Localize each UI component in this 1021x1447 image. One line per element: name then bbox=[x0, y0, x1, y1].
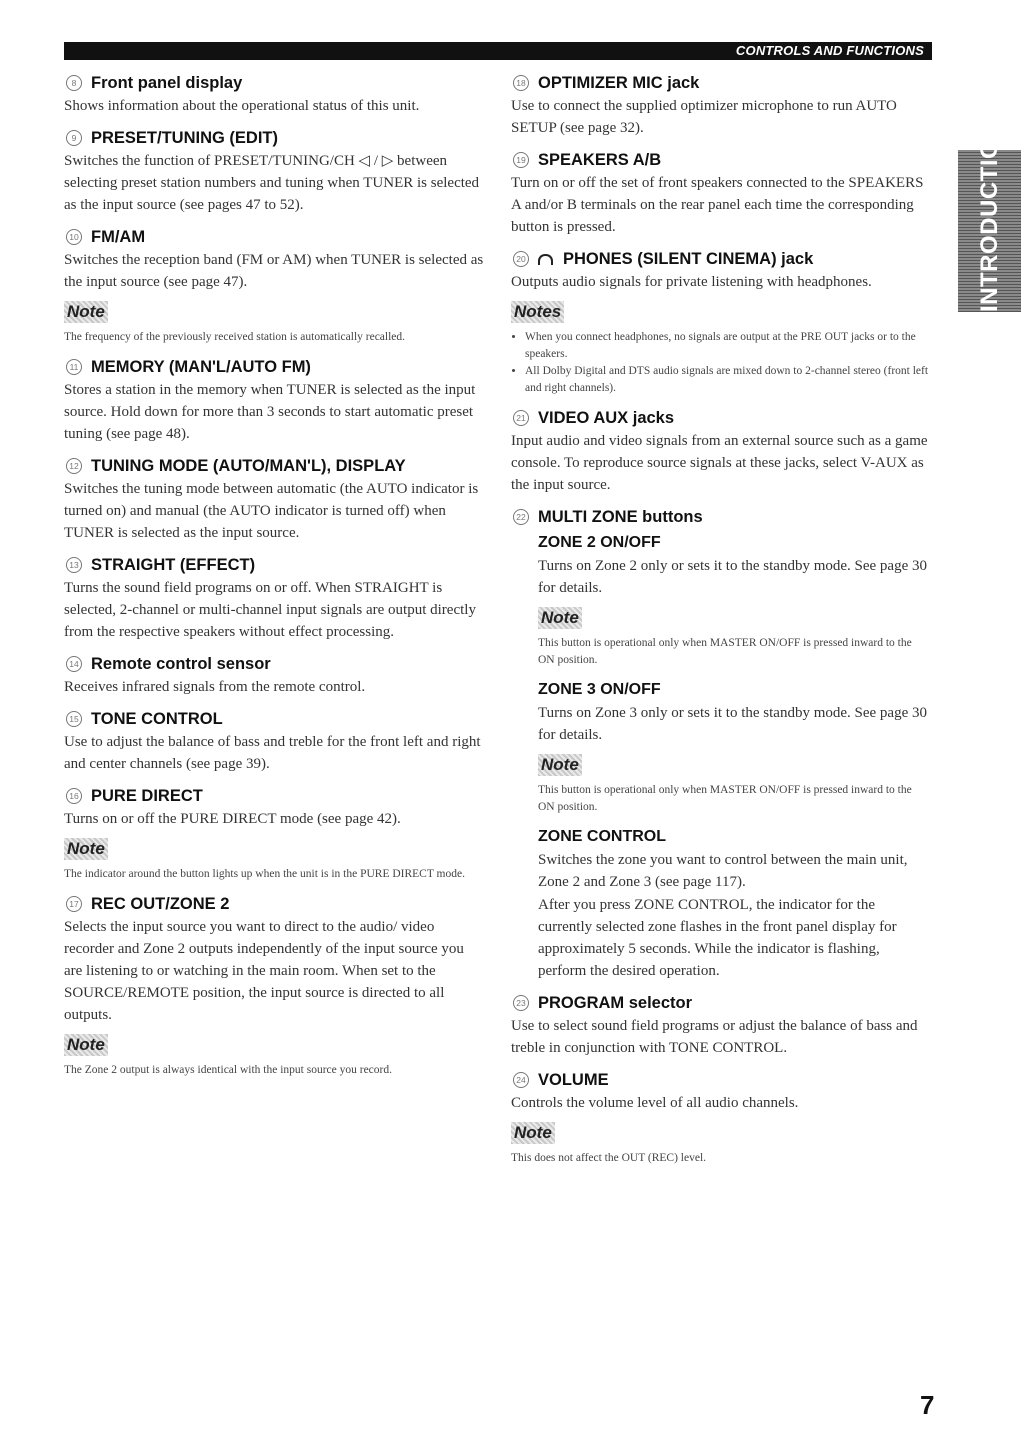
section-title: CONTROLS AND FUNCTIONS bbox=[735, 43, 924, 58]
note-badge: Note bbox=[511, 1122, 555, 1144]
item-number-badge: 23 bbox=[513, 995, 529, 1011]
section-heading: PRESET/TUNING (EDIT) bbox=[91, 129, 279, 147]
subsection-body: Switches the zone you want to control between the main unit, Zone 2 and Zone 3 (see page 117). bbox=[538, 852, 908, 890]
section-heading: FM/AM bbox=[91, 228, 146, 246]
section-speakers-ab bbox=[511, 149, 931, 238]
headphones-icon bbox=[538, 254, 553, 265]
item-number-badge: 18 bbox=[513, 75, 529, 91]
note-badge: Note bbox=[538, 607, 582, 629]
section-body: Outputs audio signals for private listening with headphones. bbox=[511, 274, 872, 290]
subsection-body: Turns on Zone 3 only or sets it to the standby mode. See page 30 for details. bbox=[538, 705, 927, 743]
item-number-badge: 9 bbox=[66, 130, 82, 146]
note-text: The Zone 2 output is always identical with the input source you record. bbox=[64, 1064, 392, 1076]
item-number-badge: 16 bbox=[66, 788, 82, 804]
section-straight bbox=[64, 554, 484, 643]
section-rec-out-zone2 bbox=[64, 893, 484, 1079]
section-video-aux bbox=[511, 407, 931, 496]
right-column bbox=[511, 72, 931, 1177]
item-number-badge: 20 bbox=[513, 251, 529, 267]
section-body: Use to adjust the balance of bass and treble for the front left and right and center channels (see page 39). bbox=[64, 734, 481, 772]
section-body: Selects the input source you want to direct to the audio/ video recorder and Zone 2 outputs independently of the input source you are listening to or watching in the main room. When set to the SOURCE/REMOTE position, the input source is directed to all outputs. bbox=[64, 919, 464, 1023]
section-body: Use to select sound field programs or adjust the balance of bass and treble in conjunction with TONE CONTROL. bbox=[511, 1018, 918, 1056]
section-heading: Remote control sensor bbox=[91, 655, 271, 673]
section-body: Stores a station in the memory when TUNER is selected as the input source. Hold down for more than 3 seconds to start automatic preset tuning (see page 48). bbox=[64, 382, 476, 442]
item-number-badge: 24 bbox=[513, 1072, 529, 1088]
section-remote-sensor bbox=[64, 653, 484, 698]
section-body: Turns on or off the PURE DIRECT mode (see page 42). bbox=[64, 811, 401, 827]
subsection-body: After you press ZONE CONTROL, the indicator for the currently selected zone flashes in the front panel display for approximately 5 seconds. While the indicator is flashing, perform the desired operation. bbox=[538, 897, 897, 979]
section-tone-control bbox=[64, 708, 484, 775]
section-header-bar bbox=[64, 42, 932, 60]
note-badge: Note bbox=[538, 754, 582, 776]
note-badge: Note bbox=[64, 301, 108, 323]
section-memory bbox=[64, 356, 484, 445]
subsection-heading: ZONE 2 ON/OFF bbox=[538, 534, 661, 551]
item-number-badge: 15 bbox=[66, 711, 82, 727]
section-heading: REC OUT/ZONE 2 bbox=[91, 895, 230, 913]
section-preset-tuning bbox=[64, 127, 484, 216]
notes-list bbox=[511, 329, 931, 397]
note-badge: Note bbox=[64, 838, 108, 860]
section-body: Use to connect the supplied optimizer microphone to run AUTO SETUP (see page 32). bbox=[511, 98, 897, 136]
section-body: Switches the function of PRESET/TUNING/CH ◁ / ▷ between selecting preset station numbers and tuning when TUNER is selected as the input source (see pages 47 to 52). bbox=[64, 153, 480, 213]
note-text: The indicator around the button lights up when the unit is in the PURE DIRECT mode. bbox=[64, 868, 465, 880]
note-text: This does not affect the OUT (REC) level. bbox=[511, 1152, 707, 1164]
section-phones bbox=[511, 248, 931, 397]
item-number-badge: 12 bbox=[66, 458, 82, 474]
section-program-selector bbox=[511, 992, 931, 1059]
note-badge: Note bbox=[64, 1034, 108, 1056]
subsection-heading: ZONE 3 ON/OFF bbox=[538, 681, 661, 698]
item-number-badge: 13 bbox=[66, 557, 82, 573]
section-tuning-mode bbox=[64, 455, 484, 544]
section-body: Turns the sound field programs on or off. When STRAIGHT is selected, 2-channel or multi-channel input signals are output directly from the respective speakers without effect processing. bbox=[64, 580, 476, 640]
section-optimizer-mic bbox=[511, 72, 931, 139]
subsection-zone3 bbox=[538, 679, 931, 816]
item-number-badge: 21 bbox=[513, 410, 529, 426]
notes-badge: Notes bbox=[511, 301, 564, 323]
section-heading: TONE CONTROL bbox=[91, 710, 223, 728]
section-body: Switches the reception band (FM or AM) when TUNER is selected as the input source (see page 47). bbox=[64, 252, 484, 290]
item-number-badge: 14 bbox=[66, 656, 82, 672]
section-heading: MEMORY (MAN'L/AUTO FM) bbox=[91, 358, 311, 376]
section-body: Input audio and video signals from an external source such as a game console. To reproduce source signals at these jacks, select V-AUX as the input source. bbox=[511, 433, 928, 493]
section-heading: SPEAKERS A/B bbox=[538, 151, 662, 169]
item-number-badge: 17 bbox=[66, 896, 82, 912]
item-number-badge: 19 bbox=[513, 152, 529, 168]
section-fm-am bbox=[64, 226, 484, 346]
subsection-heading: ZONE CONTROL bbox=[538, 828, 666, 845]
section-heading: PURE DIRECT bbox=[91, 787, 203, 805]
note-item: • When you connect headphones, no signals are output at the PRE OUT jacks or to the speakers. bbox=[525, 329, 931, 363]
section-body: Turn on or off the set of front speakers connected to the SPEAKERS A and/or B terminals on the rear panel each time the corresponding button is pressed. bbox=[511, 175, 924, 235]
subsection-body: Turns on Zone 2 only or sets it to the standby mode. See page 30 for details. bbox=[538, 558, 927, 596]
note-text: This button is operational only when MASTER ON/OFF is pressed inward to the ON position. bbox=[538, 637, 912, 666]
section-body: Controls the volume level of all audio channels. bbox=[511, 1095, 799, 1111]
item-number-badge: 22 bbox=[513, 509, 529, 525]
section-body: Shows information about the operational status of this unit. bbox=[64, 98, 420, 114]
section-heading: PROGRAM selector bbox=[538, 994, 693, 1012]
section-heading: TUNING MODE (AUTO/MAN'L), DISPLAY bbox=[91, 457, 406, 475]
chapter-side-tab bbox=[958, 122, 1021, 312]
chapter-tab-label: INTRODUCTION bbox=[976, 122, 1003, 312]
section-heading: MULTI ZONE buttons bbox=[538, 508, 703, 526]
section-multi-zone bbox=[511, 506, 931, 982]
section-pure-direct bbox=[64, 785, 484, 883]
section-heading: PHONES (SILENT CINEMA) jack bbox=[563, 250, 814, 268]
subsection-zone2 bbox=[538, 532, 931, 669]
subsection-zone-control bbox=[538, 826, 931, 982]
section-body: Receives infrared signals from the remote control. bbox=[64, 679, 366, 695]
section-body: Switches the tuning mode between automatic (the AUTO indicator is turned on) and manual (the AUTO indicator is turned off) when TUNER is selected as the input source. bbox=[64, 481, 479, 541]
item-number-badge: 11 bbox=[66, 359, 82, 375]
section-volume bbox=[511, 1069, 931, 1167]
note-text: The frequency of the previously received station is automatically recalled. bbox=[64, 331, 406, 343]
note-item: • All Dolby Digital and DTS audio signals are mixed down to 2-channel stereo (front left and right channels). bbox=[525, 363, 931, 397]
item-number-badge: 8 bbox=[66, 75, 82, 91]
section-heading: OPTIMIZER MIC jack bbox=[538, 74, 700, 92]
note-text: This button is operational only when MASTER ON/OFF is pressed inward to the ON position. bbox=[538, 784, 912, 813]
section-heading: VOLUME bbox=[538, 1071, 609, 1089]
section-front-panel-display bbox=[64, 72, 484, 117]
page-number: 7 bbox=[920, 1390, 935, 1420]
item-number-badge: 10 bbox=[66, 229, 82, 245]
left-column bbox=[64, 72, 484, 1089]
section-heading: STRAIGHT (EFFECT) bbox=[91, 556, 256, 574]
section-heading: VIDEO AUX jacks bbox=[538, 409, 675, 427]
section-heading: Front panel display bbox=[91, 74, 243, 92]
